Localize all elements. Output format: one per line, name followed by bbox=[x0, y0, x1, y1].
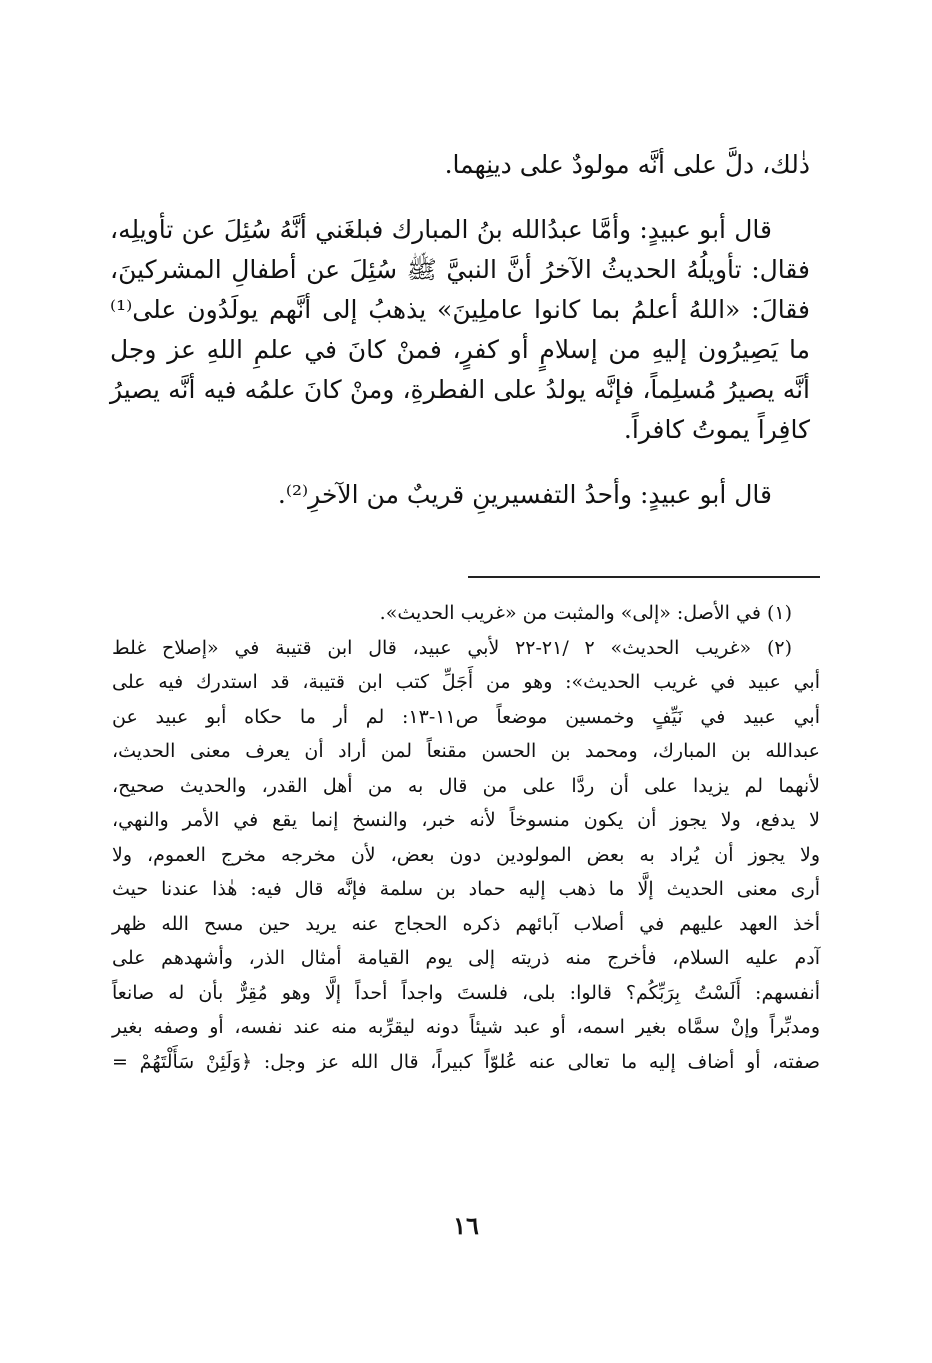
paragraph bbox=[110, 210, 810, 450]
footnote-line: لا يدفع، ولا يجوز أن يكون منسوخاً لأنه خبر، والنسخ إنما يقع في الأمر والنهي، bbox=[112, 809, 820, 831]
footnote-separator bbox=[468, 576, 820, 578]
footnote-line: أنفسهم: أَلَسْتُ بِرَبِّكُم؟ قالوا: بلى، فلستَ واجداً أحداً إلَّا وهو مُقِرٌّ بأن له صانعاً bbox=[112, 981, 820, 1004]
footnote-line: أبي عبيد في نَيِّفٍ وخمسين موضعاً ص١١-١٣: لم أر ما حكاه أبو عبيد عن bbox=[112, 705, 820, 728]
footnote-line: ولا يجوز أن يُراد به بعض المولودين دون بعض، لأن مخرجه مخرج العموم، ولا bbox=[112, 843, 820, 866]
footnote-line: (٢) «غريب الحديث» ٢ /٢١-٢٢ لأبي عبيد، قال ابن قتيبة في «إصلاح غلط bbox=[112, 636, 792, 659]
text-line: فقال: تأويلُهُ الحديثُ الآخرُ أنَّ النبيَّ ﷺ سُئِلَ عن أطفالِ المشركينَ، bbox=[110, 255, 810, 284]
footnotes bbox=[112, 596, 820, 1079]
footnote-line: لأنهما لم يزيدا على أن ردَّا على من قال به من أهل القدر، والحديث صحيح، bbox=[112, 774, 820, 797]
footnote-line: (١) في الأصل: «إلى» والمثبت من «غريب الحديث». bbox=[379, 602, 792, 624]
paragraph bbox=[110, 145, 810, 185]
page-number: ١٦ bbox=[453, 1211, 479, 1240]
footnote-line: ومدبِّراً وإنْ سمَّاه بغير اسمه، أو عبد شيئاً دونه ليقرِّبه منه عند نفسه، أو وصفه بغير bbox=[112, 1016, 820, 1038]
paragraph-gap bbox=[110, 450, 810, 475]
footnote-line: أبي عبيد في غريب الحديث»: وهو من أَجَلِّ كتب ابن قتيبة، قد استدرك فيه على bbox=[112, 671, 820, 693]
text-line: فقالَ: «اللهُ أعلمُ بما كانوا عاملِينَ» يذهبُ إلى أنَّهم يولَدُون على⁽¹⁾ bbox=[110, 295, 810, 324]
paragraph-gap bbox=[110, 185, 810, 210]
footnote-line: عبدالله بن المبارك، ومحمد بن الحسن مقنعاً لمن أراد أن يعرف معنى الحديث، bbox=[112, 740, 820, 762]
footnote-line: أخذ العهد عليهم في أصلاب آبائهم ذكره الحجاج عنه يريد حين مسح الله ظهر bbox=[112, 912, 820, 935]
text-line: قال أبو عبيدٍ: وأمَّا عبدُالله بنُ المبارك فبلغَني أنَّهُ سُئِلَ عن تأويلِه، bbox=[110, 215, 772, 244]
paragraph bbox=[110, 475, 810, 515]
footnote-line: آدم عليه السلام، فأخرج منه ذريته إلى يوم القيامة أمثال الذر، وأشهدهم على bbox=[112, 947, 820, 969]
text-line: أنَّه يصيرُ مُسلِماً، فإنَّه يولدُ على الفطرةِ، ومنْ كانَ علمُه فيه أنَّه يصيرُ bbox=[110, 375, 810, 404]
main-text bbox=[110, 145, 810, 515]
text-line: ذٰلك، دلَّ على أنَّه مولودٌ على دينِهما. bbox=[444, 150, 810, 179]
text-line: قال أبو عبيدٍ: وأحدُ التفسيرينِ قريبٌ من الآخرِ⁽²⁾. bbox=[277, 480, 772, 509]
text-line: كافِراً يموتُ كافراً. bbox=[623, 415, 810, 444]
footnote-line: أرى معنى الحديث إلَّا ما ذهب إليه حماد بن سلمة فإنَّه قال فيه: هٰذا عندنا حيث bbox=[112, 878, 820, 900]
text-line: ما يَصِيرُون إليهِ من إسلامٍ أو كفرٍ، فمنْ كانَ في علمِ اللهِ عز وجل bbox=[110, 335, 810, 364]
footnote-line: صفته، أو أضاف إليه ما تعالى عنه عُلوّاً كبيراً، قال الله عز وجل: ﴿وَلَئِنْ سَأَلْتَهُمْ = bbox=[112, 1050, 820, 1073]
